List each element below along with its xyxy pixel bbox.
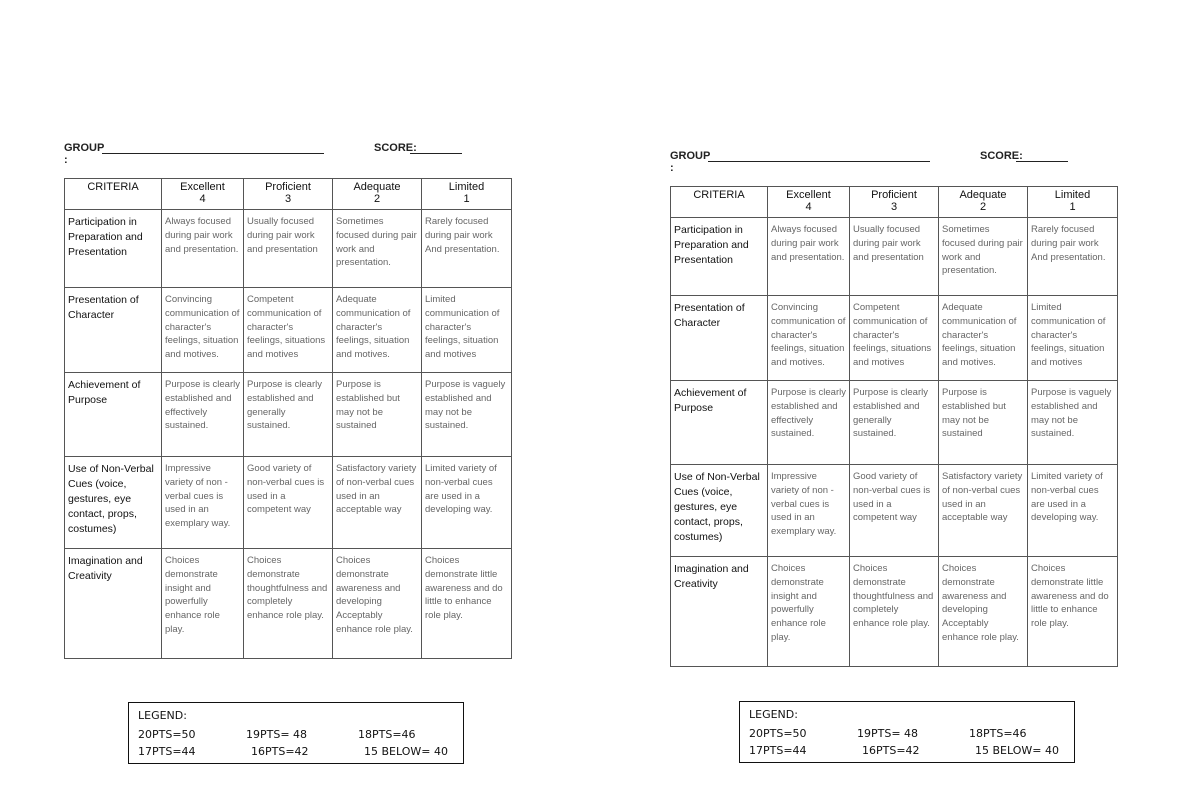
level-header — [244, 179, 333, 210]
rubric-row — [65, 457, 512, 549]
descriptor-cell: Choices demonstrate thoughtfulness and completely enhance role play. — [244, 549, 333, 659]
legend-item: 18PTS=46 — [969, 727, 1027, 740]
rubric-row — [65, 549, 512, 659]
level-header — [333, 179, 422, 210]
group-label: GROUP : — [670, 150, 711, 174]
legend-item: 16PTS=42 — [251, 745, 309, 758]
descriptor-cell: Rarely focused during pair work And presentation. — [422, 210, 512, 288]
rubric-row — [65, 373, 512, 457]
rubric-header-row — [65, 179, 512, 210]
level-points: 2 — [373, 193, 381, 205]
descriptor-cell: Impressive variety of non -verbal cues is used in an exemplary way. — [162, 457, 244, 549]
score-label: SCORE: — [980, 150, 1023, 162]
descriptor-cell: Always focused during pair work and presentation. — [768, 218, 850, 296]
descriptor-cell: Good variety of non-verbal cues is used in a competent way — [244, 457, 333, 549]
score-blank-line — [410, 153, 462, 154]
descriptor-cell: Choices demonstrate insight and powerfully enhance role play. — [768, 557, 850, 667]
rubric-row — [65, 210, 512, 288]
level-header — [1028, 187, 1118, 218]
rubric-row — [671, 557, 1118, 667]
descriptor-cell: Adequate communication of character's feelings, situation and motives. — [333, 288, 422, 373]
level-points: 3 — [890, 201, 898, 213]
legend-item: 16PTS=42 — [862, 744, 920, 757]
descriptor-cell: Always focused during pair work and presentation. — [162, 210, 244, 288]
score-label: SCORE: — [374, 142, 417, 154]
group-blank-line — [708, 161, 930, 162]
descriptor-cell: Satisfactory variety of non-verbal cues used in an acceptable way — [939, 465, 1028, 557]
descriptor-cell: Purpose is clearly established and generally sustained. — [244, 373, 333, 457]
level-header — [850, 187, 939, 218]
descriptor-cell: Sometimes focused during pair work and presentation. — [333, 210, 422, 288]
rubric-table — [670, 186, 1118, 667]
legend-item: 19PTS= 48 — [857, 727, 919, 740]
descriptor-cell: Choices demonstrate little awareness and do little to enhance role play. — [1028, 557, 1118, 667]
descriptor-cell: Purpose is established but may not be sustained — [333, 373, 422, 457]
group-blank-line — [102, 153, 324, 154]
legend-item: 20PTS=50 — [138, 728, 196, 741]
legend-item: 19PTS= 48 — [246, 728, 308, 741]
level-name: Excellent — [180, 181, 225, 193]
descriptor-cell: Convincing communication of character's feelings, situation and motives. — [162, 288, 244, 373]
legend-item: 15 BELOW= 40 — [364, 745, 448, 758]
legend-item: 15 BELOW= 40 — [975, 744, 1059, 757]
level-header — [162, 179, 244, 210]
descriptor-cell: Choices demonstrate little awareness and do little to enhance role play. — [422, 549, 512, 659]
descriptor-cell: Good variety of non-verbal cues is used in a competent way — [850, 465, 939, 557]
descriptor-cell: Choices demonstrate thoughtfulness and completely enhance role play. — [850, 557, 939, 667]
legend-item: 20PTS=50 — [749, 727, 807, 740]
level-header — [768, 187, 850, 218]
descriptor-cell: Usually focused during pair work and presentation — [244, 210, 333, 288]
legend-item: 18PTS=46 — [358, 728, 416, 741]
rubric-header-row — [671, 187, 1118, 218]
group-label: GROUP : — [64, 142, 105, 166]
rubric-row — [671, 381, 1118, 465]
descriptor-cell: Adequate communication of character's feelings, situation and motives. — [939, 296, 1028, 381]
level-header — [939, 187, 1028, 218]
level-name: Limited — [1054, 189, 1091, 201]
criterion-cell: Achievement of Purpose — [671, 381, 768, 465]
legend-title: LEGEND: — [138, 709, 187, 722]
descriptor-cell: Rarely focused during pair work And presentation. — [1028, 218, 1118, 296]
level-name: Adequate — [959, 189, 1007, 201]
criterion-cell: Participation in Preparation and Presentation — [671, 218, 768, 296]
descriptor-cell: Limited communication of character's feelings, situation and motives — [422, 288, 512, 373]
criterion-cell: Presentation of Character — [65, 288, 162, 373]
level-name: Proficient — [265, 181, 311, 193]
criterion-cell: Use of Non-Verbal Cues (voice, gestures, eye contact, props, costumes) — [65, 457, 162, 549]
descriptor-cell: Choices demonstrate awareness and developing Acceptably enhance role play. — [333, 549, 422, 659]
level-points: 1 — [1069, 201, 1076, 213]
descriptor-cell: Limited variety of non-verbal cues are used in a developing way. — [1028, 465, 1118, 557]
level-points: 4 — [199, 193, 206, 205]
legend-item: 17PTS=44 — [749, 744, 807, 757]
descriptor-cell: Convincing communication of character's feelings, situation and motives. — [768, 296, 850, 381]
descriptor-cell: Purpose is established but may not be sustained — [939, 381, 1028, 465]
criteria-header: CRITERIA — [671, 187, 768, 218]
descriptor-cell: Impressive variety of non -verbal cues is used in an exemplary way. — [768, 465, 850, 557]
level-name: Adequate — [353, 181, 401, 193]
criterion-cell: Presentation of Character — [671, 296, 768, 381]
level-name: Limited — [448, 181, 485, 193]
legend-title: LEGEND: — [749, 708, 798, 721]
rubric-row — [65, 288, 512, 373]
level-points: 1 — [463, 193, 470, 205]
level-header — [422, 179, 512, 210]
descriptor-cell: Limited variety of non-verbal cues are used in a developing way. — [422, 457, 512, 549]
rubric-row — [671, 296, 1118, 381]
descriptor-cell: Choices demonstrate awareness and developing Acceptably enhance role play. — [939, 557, 1028, 667]
descriptor-cell: Competent communication of character's feelings, situations and motives — [850, 296, 939, 381]
descriptor-cell: Choices demonstrate insight and powerfully enhance role play. — [162, 549, 244, 659]
criterion-cell: Imagination and Creativity — [671, 557, 768, 667]
legend-box — [739, 701, 1075, 763]
descriptor-cell: Purpose is clearly established and generally sustained. — [850, 381, 939, 465]
rubric-row — [671, 465, 1118, 557]
descriptor-cell: Competent communication of character's feelings, situations and motives — [244, 288, 333, 373]
rubric-row — [671, 218, 1118, 296]
descriptor-cell: Purpose is vaguely established and may not be sustained. — [422, 373, 512, 457]
descriptor-cell: Purpose is clearly established and effectively sustained. — [162, 373, 244, 457]
descriptor-cell: Sometimes focused during pair work and presentation. — [939, 218, 1028, 296]
descriptor-cell: Limited communication of character's feelings, situation and motives — [1028, 296, 1118, 381]
descriptor-cell: Satisfactory variety of non-verbal cues used in an acceptable way — [333, 457, 422, 549]
rubric-table — [64, 178, 512, 659]
descriptor-cell: Purpose is clearly established and effectively sustained. — [768, 381, 850, 465]
score-blank-line — [1016, 161, 1068, 162]
criterion-cell: Use of Non-Verbal Cues (voice, gestures, eye contact, props, costumes) — [671, 465, 768, 557]
criterion-cell: Achievement of Purpose — [65, 373, 162, 457]
criterion-cell: Participation in Preparation and Presentation — [65, 210, 162, 288]
level-name: Excellent — [786, 189, 831, 201]
descriptor-cell: Usually focused during pair work and presentation — [850, 218, 939, 296]
criteria-header: CRITERIA — [65, 179, 162, 210]
criterion-cell: Imagination and Creativity — [65, 549, 162, 659]
legend-item: 17PTS=44 — [138, 745, 196, 758]
level-points: 3 — [284, 193, 292, 205]
level-name: Proficient — [871, 189, 917, 201]
descriptor-cell: Purpose is vaguely established and may not be sustained. — [1028, 381, 1118, 465]
legend-box — [128, 702, 464, 764]
level-points: 2 — [979, 201, 987, 213]
level-points: 4 — [805, 201, 812, 213]
